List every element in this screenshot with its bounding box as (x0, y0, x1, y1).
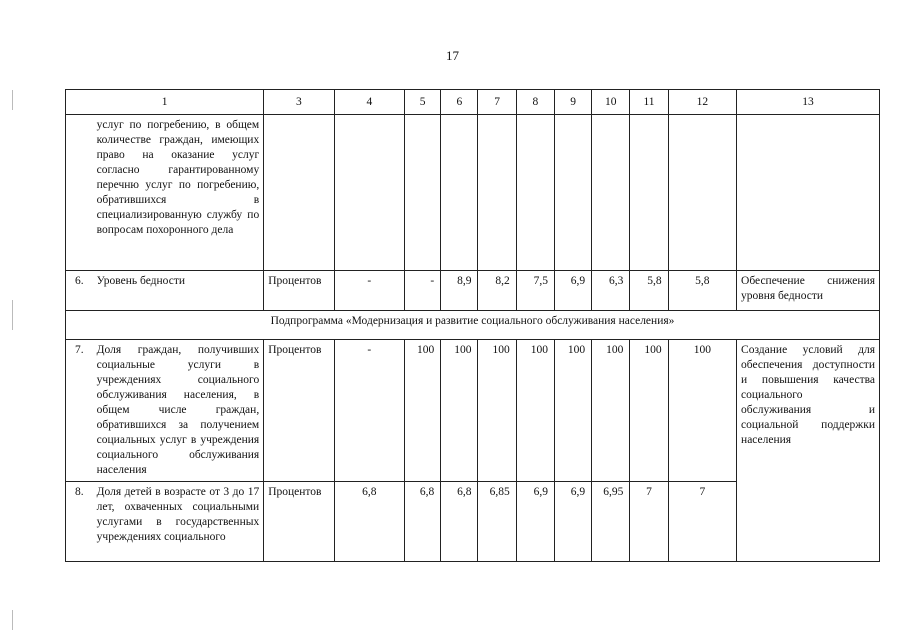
indicator-name-cell: Уровень бедности (93, 271, 264, 311)
goal-cell: Обеспечение снижения уровня бедности (737, 271, 880, 311)
value-cell: 100 (630, 340, 668, 482)
value-cell (441, 115, 478, 271)
value-cell: 6,8 (405, 482, 441, 562)
indicator-name-cell: Доля граждан, получивших социальные услуги в учреждениях социального обслуживания населения, в общем числе граждан, обратившихся за получением социальных услуг в учреждения социального обслуживания населения (93, 340, 264, 482)
subprogram-row (66, 311, 880, 340)
value-cell (668, 115, 736, 271)
value-cell (554, 115, 591, 271)
value-cell: 6,8 (334, 482, 404, 562)
value-cell: 8,9 (441, 271, 478, 311)
value-cell: 100 (478, 340, 516, 482)
value-cell: 100 (441, 340, 478, 482)
value-cell: 7 (630, 482, 668, 562)
unit-cell (264, 115, 334, 271)
header-cell: 10 (592, 90, 630, 115)
value-cell (334, 115, 404, 271)
indicator-table (65, 89, 880, 562)
row-number-cell (66, 115, 93, 271)
value-cell (630, 115, 668, 271)
value-cell: 5,8 (630, 271, 668, 311)
value-cell: 100 (554, 340, 591, 482)
unit-cell: Процентов (264, 482, 334, 562)
table-row (66, 115, 880, 271)
value-cell: 6,95 (592, 482, 630, 562)
indicator-name-cell: Доля детей в возрасте от 3 до 17 лет, охваченных социальными услугами в государственных учреждениях социального (93, 482, 264, 562)
value-cell: 6,9 (516, 482, 554, 562)
goal-cell (737, 115, 880, 271)
value-cell: 100 (516, 340, 554, 482)
value-cell: - (334, 340, 404, 482)
table-header-row (66, 90, 880, 115)
value-cell: 6,9 (554, 271, 591, 311)
value-cell (516, 115, 554, 271)
table-row (66, 340, 880, 482)
header-cell: 8 (516, 90, 554, 115)
page-number: 17 (446, 48, 459, 63)
header-cell: 11 (630, 90, 668, 115)
value-cell: 6,8 (441, 482, 478, 562)
value-cell: 100 (592, 340, 630, 482)
margin-mark (12, 300, 13, 330)
subprogram-title: Подпрограмма «Модернизация и развитие социального обслуживания населения» (66, 311, 880, 340)
value-cell: 6,3 (592, 271, 630, 311)
value-cell: 8,2 (478, 271, 516, 311)
margin-mark (12, 610, 13, 630)
unit-cell: Процентов (264, 340, 334, 482)
value-cell: 5,8 (668, 271, 736, 311)
header-cell: 5 (405, 90, 441, 115)
value-cell: 6,9 (554, 482, 591, 562)
margin-mark (12, 90, 13, 110)
table-row (66, 271, 880, 311)
row-number-cell: 7. (66, 340, 93, 482)
value-cell (478, 115, 516, 271)
goal-cell: Создание условий для обеспечения доступности и повышения качества социального обслуживания и социальной поддержки населения (737, 340, 880, 562)
header-cell: 9 (554, 90, 591, 115)
value-cell (592, 115, 630, 271)
value-cell: 7,5 (516, 271, 554, 311)
value-cell: 6,85 (478, 482, 516, 562)
header-cell: 1 (66, 90, 264, 115)
indicator-name-cell: услуг по погребению, в общем количестве граждан, имеющих право на оказание услуг согласно гарантированному перечню услуг по погребению, обратившихся в специализированную службу по вопросам похоронного дела (93, 115, 264, 271)
header-cell: 4 (334, 90, 404, 115)
row-number-cell: 6. (66, 271, 93, 311)
header-cell: 6 (441, 90, 478, 115)
header-cell: 3 (264, 90, 334, 115)
row-number-cell: 8. (66, 482, 93, 562)
header-cell: 7 (478, 90, 516, 115)
value-cell: - (405, 271, 441, 311)
value-cell: 100 (668, 340, 736, 482)
value-cell: 100 (405, 340, 441, 482)
value-cell: 7 (668, 482, 736, 562)
value-cell: - (334, 271, 404, 311)
value-cell (405, 115, 441, 271)
unit-cell: Процентов (264, 271, 334, 311)
header-cell: 12 (668, 90, 736, 115)
header-cell: 13 (737, 90, 880, 115)
